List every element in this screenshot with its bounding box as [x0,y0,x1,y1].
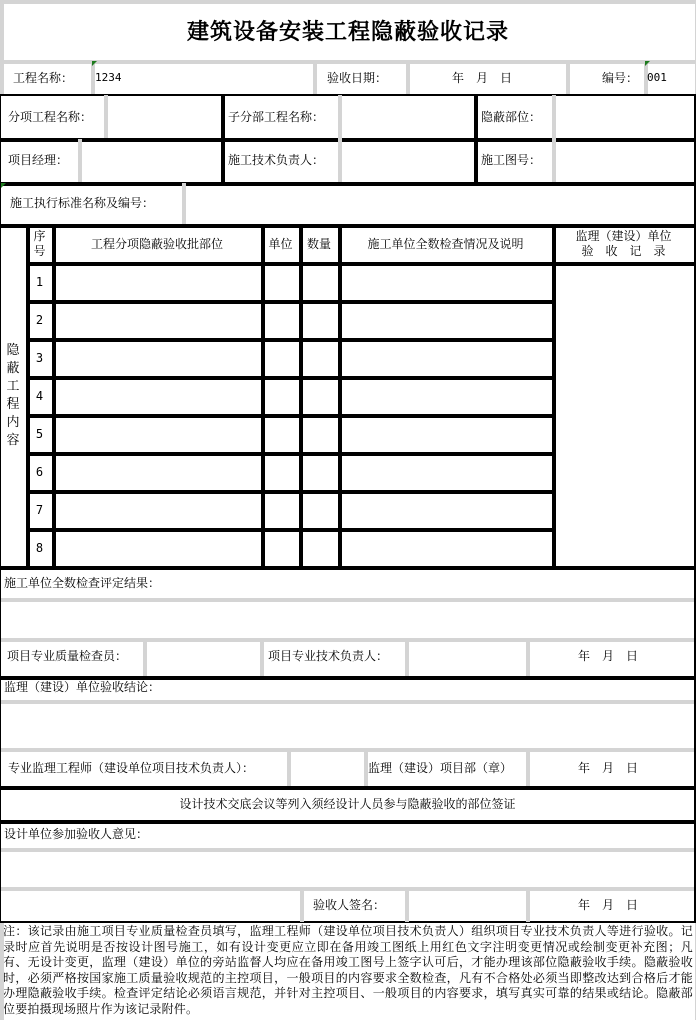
form-notes: 注：该记录由施工项目专业质量检查员填写，监理工程师（建设单位项目技术负责人）组织项目专业技术负责人等进行验收。记录时应首先说明是否按设计图号施工，如有设计变更应立即在备用竣工图纸上用红色文字注明变更情况或绘制变更补充图；凡有、无设计变更，监理（建设）单位的旁站监督人均应在备用竣工图号上签字认可后，才能办理该部位隐蔽验收手续。隐蔽验收时，必须严格按国家施工质量验收规范的主控项目，一般项目的内容要求全数检查，凡有不合格处必须当即整改达到合格后才能办理隐蔽验收手续。检查评定结论必须语言规范，并针对主控项目、一般项目的内容要求，填写真实可靠的结果或结论。隐蔽部位要拍摄现场照片作为该记录附件。 [3,924,693,1016]
row-unit-cell[interactable] [262,263,299,300]
row-border [0,820,696,824]
supervision-header-line1: 监理（建设）单位 [575,228,672,243]
row-quantity-cell[interactable] [300,529,338,566]
construction-result-label: 施工单位全数检查评定结果： [4,576,161,590]
row-unit-cell[interactable] [262,453,299,490]
gridline [300,888,304,922]
concealed-location-label: 隐蔽部位： [481,110,542,124]
construction-drawing-no-label: 施工图号： [481,153,542,167]
row-location-cell[interactable] [53,415,261,452]
row-quantity-cell[interactable] [300,453,338,490]
table-row [27,377,553,414]
standard-name-field[interactable] [183,183,693,223]
gridline [260,639,264,676]
table-row [27,301,553,338]
row-desc-cell[interactable] [339,491,552,528]
sub-division-project-label: 子分部工程名称： [228,110,325,124]
inspection-date-label: 验收日期： [327,71,388,85]
sub-item-project-field[interactable] [105,96,220,137]
construction-result-field[interactable] [1,599,694,638]
gridline [526,749,530,786]
construction-tech-lead-field[interactable] [339,139,473,181]
side-label-char: 蔽 [6,360,20,376]
gridline [0,0,696,4]
side-label-char: 程 [6,396,20,412]
row-location-cell[interactable] [53,491,261,528]
row-desc-cell[interactable] [339,301,552,338]
row-location-cell[interactable] [53,377,261,414]
supervision-header-line2: 验 收 记 录 [581,243,666,258]
supervision-conclusion-field[interactable] [1,701,694,748]
tech-lead-label: 项目专业技术负责人： [268,649,389,663]
construction-drawing-no-field[interactable] [553,139,693,181]
row-quantity-cell[interactable] [300,377,338,414]
col-border [474,95,478,182]
row-location-cell[interactable] [53,263,261,300]
row-quantity-cell[interactable] [300,491,338,528]
gridline [0,60,696,64]
row-unit-cell[interactable] [262,491,299,528]
design-opinion-label: 设计单位参加验收人意见： [4,827,149,841]
gridline [1,638,694,642]
side-label-char: 内 [6,414,20,430]
gridline [0,923,4,1020]
concealed-location-field[interactable] [553,96,693,137]
design-date[interactable]: 年 月 日 [578,898,639,912]
row-seq: 7 [35,502,44,517]
row-quantity-cell[interactable] [300,263,338,300]
gridline [313,60,317,94]
seq-header-line1: 序 [33,228,46,243]
design-signature-label: 验收人签名： [313,898,386,912]
record-number-value[interactable]: 001 [647,71,667,84]
table-row [27,491,553,528]
table-row [27,339,553,376]
design-opinion-field[interactable] [1,849,694,887]
gridline [526,888,530,922]
row-seq: 3 [35,350,44,365]
row-desc-cell[interactable] [339,415,552,452]
project-name-label: 工程名称： [13,71,74,85]
column-header-quantity: 数量 [306,237,331,251]
supervision-date[interactable]: 年 月 日 [578,761,639,775]
project-name-value[interactable]: 1234 [95,71,122,84]
row-unit-cell[interactable] [262,339,299,376]
gridline [0,0,4,95]
row-unit-cell[interactable] [262,415,299,452]
row-unit-cell[interactable] [262,377,299,414]
row-quantity-cell[interactable] [300,301,338,338]
supervision-department-label: 监理（建设）项目部（章） [368,761,513,775]
row-seq: 5 [35,426,44,441]
quality-inspector-field[interactable] [144,639,260,676]
supervision-engineer-label: 专业监理工程师（建设单位项目技术负责人）： [8,761,255,775]
row-unit-cell[interactable] [262,301,299,338]
project-manager-label: 项目经理： [8,153,69,167]
table-row [27,453,553,490]
row-desc-cell[interactable] [339,529,552,566]
row-desc-cell[interactable] [339,453,552,490]
row-quantity-cell[interactable] [300,339,338,376]
quality-inspector-label: 项目专业质量检查员： [7,649,128,663]
gridline [526,639,530,676]
inspection-date-value[interactable]: 年 月 日 [452,71,513,85]
sub-division-project-field[interactable] [339,96,473,137]
side-label-char: 容 [6,432,20,448]
table-body [27,263,553,566]
gridline [406,60,410,94]
design-signature-field[interactable] [406,888,526,922]
supervision-record-field[interactable] [553,263,694,566]
gridline [1,887,694,891]
construction-tech-lead-label: 施工技术负责人： [228,153,325,167]
table-row [27,529,553,566]
project-manager-field[interactable] [79,139,220,181]
comment-marker-icon [645,61,650,66]
row-location-cell[interactable] [53,529,261,566]
column-header-unit: 单位 [268,237,293,251]
design-signoff-banner: 设计技术交底会议等列入须经设计人员参与隐蔽验收的部位签证 [179,797,516,811]
gridline [566,60,570,94]
table-row [27,415,553,452]
column-header-inspection-desc: 施工单位全数检查情况及说明 [367,237,524,251]
row-seq: 8 [35,540,44,555]
table-row [27,263,553,300]
row-seq: 4 [35,388,44,403]
row-border [0,566,696,570]
row-location-cell[interactable] [53,453,261,490]
seq-header-line2: 号 [33,243,46,258]
row-desc-cell[interactable] [339,263,552,300]
supervision-engineer-field[interactable] [288,749,364,786]
column-header-supervision-record [553,225,694,262]
record-number-label: 编号： [602,71,639,85]
side-label-char: 隐 [6,342,20,358]
row-location-cell[interactable] [53,301,261,338]
comment-marker-icon [92,61,97,66]
col-border [221,95,225,182]
column-header-location: 工程分项隐蔽验收批部位 [90,237,223,251]
row-seq: 2 [35,312,44,327]
row-unit-cell[interactable] [262,529,299,566]
row-seq: 1 [35,274,44,289]
column-header-seq [27,225,52,262]
comment-marker-icon [1,183,6,188]
sub-item-project-label: 分项工程名称： [8,110,93,124]
supervision-conclusion-label: 监理（建设）单位验收结论： [4,680,161,694]
row-seq: 6 [35,464,44,479]
concealed-content-side-label [0,225,26,566]
standard-name-label: 施工执行标准名称及编号： [10,196,155,210]
side-label-char: 工 [6,378,20,394]
row-desc-cell[interactable] [339,377,552,414]
row-location-cell[interactable] [53,339,261,376]
document-title: 建筑设备安装工程隐蔽验收记录 [186,19,509,45]
row-quantity-cell[interactable] [300,415,338,452]
row-desc-cell[interactable] [339,339,552,376]
construction-result-date[interactable]: 年 月 日 [578,649,639,663]
tech-lead-field[interactable] [406,639,526,676]
